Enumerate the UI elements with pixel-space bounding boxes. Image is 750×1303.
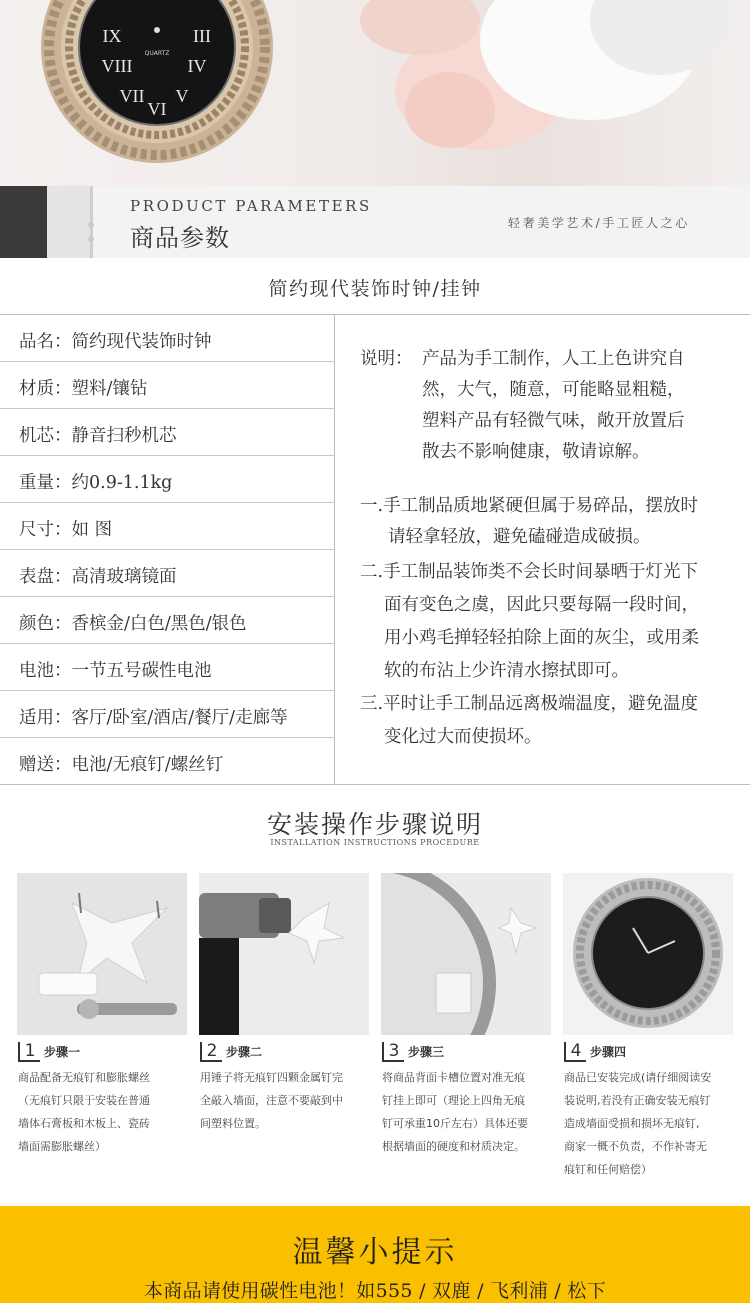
tips-text: 本商品请使用碳性电池！如555 / 双鹿 / 飞利浦 / 松下 (143, 1280, 606, 1302)
explain-line: 然，大气，随意，可能略显粗糙， (422, 380, 685, 400)
spec-row: 赠送：电池/无痕钉/螺丝钉 (19, 755, 224, 775)
section-title-en: PRODUCT PARAMETERS (130, 197, 372, 215)
svg-text:IV: IV (187, 56, 207, 76)
spec-separator (0, 361, 334, 362)
spec-separator (0, 408, 334, 409)
dots-decoration (88, 222, 96, 250)
explain-line: 产品为手工制作，人工上色讲究自 (422, 349, 685, 369)
note-line: 用小鸡毛掸轻轻拍除上面的灰尘，或用柔 (384, 628, 699, 648)
step-description: 将商品背面卡槽位置对准无痕 钉挂上即可（理论上四角无痕 钉可承重10斤左右）具体还要 根据墙面的硬度和材质决定。 (382, 1071, 528, 1153)
svg-text:VII: VII (119, 86, 145, 106)
hero-banner (0, 0, 750, 186)
step-number: 4 (564, 1042, 586, 1062)
spec-separator (0, 549, 334, 550)
svg-text:IX: IX (102, 26, 122, 46)
explain-line: 塑料产品有轻微气味，敞开放置后 (422, 411, 685, 431)
step-description: 商品已安装完成(请仔细阅读安 装说明,若没有正确安装无痕钉 造成墙面受损和损坏无痕钉, 商家一概不负责，不作补寄无 痕钉和任何赔偿） (564, 1071, 712, 1176)
explain-label: 说明： (360, 349, 413, 369)
step-header (382, 1042, 444, 1062)
note-line: 软的布沾上少许清水擦拭即可。 (384, 661, 629, 681)
spec-separator (0, 737, 334, 738)
spec-row: 颜色：香槟金/白色/黑色/银色 (19, 614, 247, 634)
note-line: 变化过大而使损坏。 (384, 727, 542, 747)
table-column-divider (334, 314, 335, 784)
step-description: 商品配备无痕钉和膨胀螺丝 （无痕钉只限于安装在普通 墙体石膏板和木板上、瓷砖 墙面需膨胀螺丝） (18, 1071, 150, 1153)
svg-text:VIII: VIII (101, 56, 133, 76)
step-number: 2 (200, 1042, 222, 1062)
step3-photo (381, 873, 551, 1035)
spec-row: 电池：一节五号碳性电池 (19, 661, 212, 681)
step-header (564, 1042, 626, 1062)
note-line: 面有变色之虞，因此只要每隔一段时间， (384, 595, 699, 615)
note-line: 二.手工制品装饰类不会长时间暴晒于灯光下 (360, 562, 699, 582)
spec-separator (0, 690, 334, 691)
step1-photo (17, 873, 187, 1035)
step-name: 步骤四 (590, 1045, 627, 1059)
note-line: 请轻拿轻放，避免磕碰造成破损。 (388, 527, 651, 547)
note-line: 三.平时让手工制品远离极端温度，避免温度 (360, 694, 699, 714)
dark-accent-block (0, 186, 47, 258)
svg-text:III: III (193, 26, 211, 46)
step2-photo (199, 873, 369, 1035)
svg-text:V: V (175, 86, 189, 106)
spec-separator (0, 502, 334, 503)
product-title: 简约现代装饰时钟/挂钟 (268, 278, 482, 300)
install-title: 安装操作步骤说明 (266, 810, 483, 839)
section-tagline: 轻奢美学艺术/手工匠人之心 (508, 216, 690, 230)
step4-photo (563, 873, 733, 1035)
step-name: 步骤二 (226, 1045, 263, 1059)
explain-line: 散去不影响健康，敬请谅解。 (422, 442, 650, 462)
note-line: 一.手工制品质地紧硬但属于易碎品，摆放时 (360, 496, 699, 516)
install-subtitle: INSTALLATION INSTRUCTIONS PROCEDURE (270, 838, 480, 847)
spec-row: 表盘：高清玻璃镜面 (19, 567, 177, 587)
step-name: 步骤一 (44, 1045, 81, 1059)
step-number: 3 (382, 1042, 404, 1062)
step-number: 1 (18, 1042, 40, 1062)
spec-separator (0, 643, 334, 644)
svg-text:VI: VI (147, 99, 167, 119)
step-header (200, 1042, 262, 1062)
spec-row: 材质：塑料/镶钻 (19, 379, 148, 399)
spec-row: 适用：客厅/卧室/酒店/餐厅/走廊等 (19, 708, 288, 728)
baby-photo (330, 0, 750, 180)
tips-title: 温馨小提示 (292, 1235, 458, 1270)
spec-row: 品名：简约现代装饰时钟 (19, 332, 212, 352)
step-header (18, 1042, 80, 1062)
grey-accent-block (47, 186, 90, 258)
table-top-border (0, 314, 750, 315)
step-name: 步骤三 (408, 1045, 445, 1059)
spec-row: 机芯：静音扫秒机芯 (19, 426, 177, 446)
section-title-cn: 商品参数 (130, 224, 230, 252)
step-description: 用锤子将无痕钉四颗金属钉完 全敲入墙面，注意不要敲到中 间塑料位置。 (200, 1071, 343, 1130)
spec-row: 重量：约0.9-1.1kg (19, 473, 173, 493)
clock-image (40, 0, 275, 165)
spec-row: 尺寸：如 图 (19, 520, 113, 540)
spec-separator (0, 596, 334, 597)
svg-text:QUARTZ: QUARTZ (144, 50, 170, 57)
spec-separator (0, 455, 334, 456)
